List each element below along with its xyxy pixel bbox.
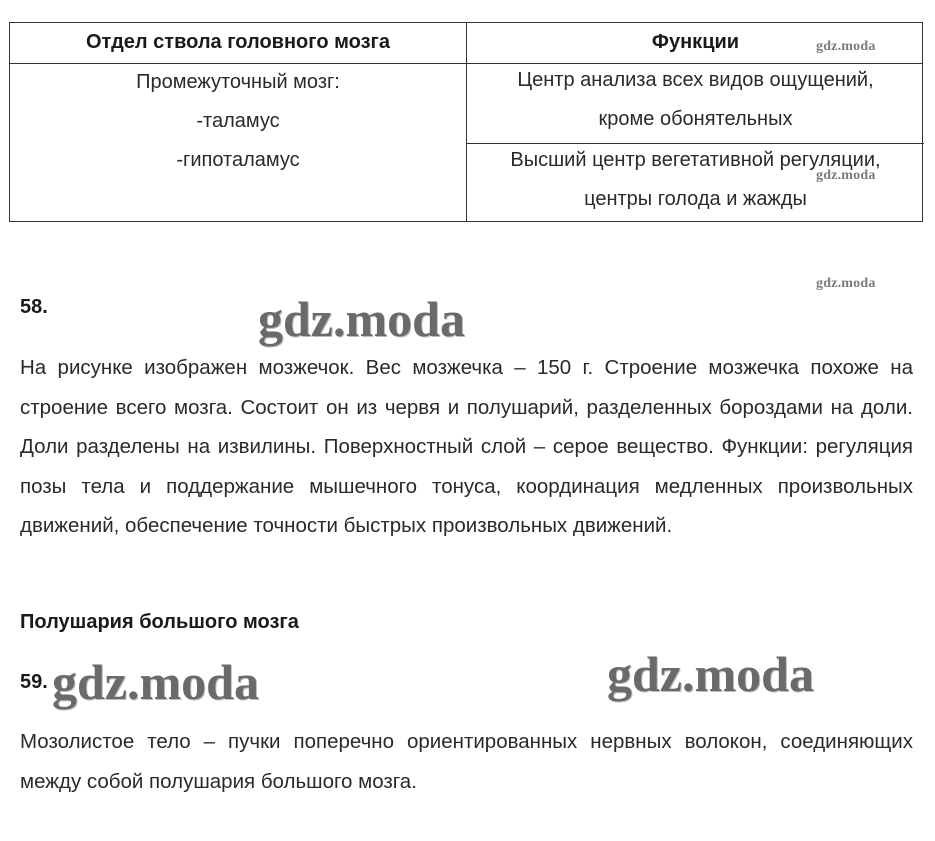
table-left-cell-line-3: -гипоталамус bbox=[176, 149, 300, 171]
task-number-58: 58. bbox=[20, 296, 48, 318]
watermark-small: gdz.moda bbox=[816, 276, 876, 291]
table-left-cell-line-2: -таламус bbox=[196, 110, 280, 132]
table-left-cell-line-1: Промежуточный мозг: bbox=[136, 71, 340, 93]
table-right-row1-line-1: Центр анализа всех видов ощущений, bbox=[517, 69, 874, 91]
table-right-row2-line-2: центры голода и жажды bbox=[584, 188, 807, 210]
watermark-large: gdz.moda bbox=[52, 654, 259, 710]
task-number-59: 59. bbox=[20, 671, 48, 693]
watermark-small: gdz.moda bbox=[816, 168, 876, 183]
brainstem-table bbox=[9, 22, 923, 222]
table-right-row2-line-1: Высший центр вегетативной регуляции, bbox=[510, 149, 881, 171]
table-header-left: Отдел ствола головного мозга bbox=[86, 31, 390, 53]
table-header-right: Функции bbox=[651, 31, 740, 53]
watermark-large: gdz.moda bbox=[607, 646, 814, 702]
section-title: Полушария большого мозга bbox=[20, 611, 299, 633]
task-58-text: На рисунке изображен мозжечок. Вес мозжечка – 150 г. Строение мозжечка похоже на строение всего мозга. Состоит он из червя и полушарий, разделенных бороздами на доли. Доли разделены на извилины. Поверхностный слой – серое вещество. Функции: регуляция позы тела и поддержание мышечного тонуса, координация медленных произвольных движений, обеспечение точности быстрых произвольных движений. bbox=[20, 356, 913, 537]
task-59-text: Мозолистое тело – пучки поперечно ориентированных нервных волокон, соединяющих между собой полушария большого мозга. bbox=[20, 730, 913, 793]
watermark-small: gdz.moda bbox=[816, 39, 876, 54]
table-right-row1-line-2: кроме обонятельных bbox=[598, 108, 793, 130]
watermark-large: gdz.moda bbox=[258, 291, 465, 347]
